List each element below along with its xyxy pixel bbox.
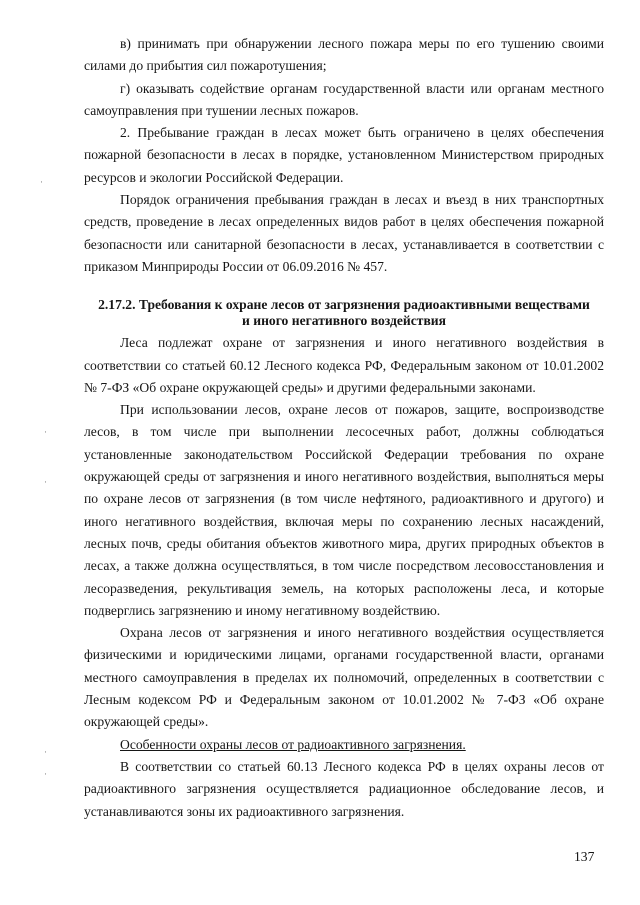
section-heading-line-2: и иного негативного воздействия (242, 313, 446, 329)
scan-mark: · (44, 477, 47, 487)
scan-mark: · (44, 427, 47, 437)
subsection-title (84, 734, 604, 756)
section-heading-line-1: 2.17.2. Требования к охране лесов от загрязнения радиоактивными веществами (98, 297, 590, 313)
scan-mark: · (44, 747, 47, 757)
scan-mark: · (44, 769, 47, 779)
paragraph-g: г) оказывать содействие органам государственной власти или органам местного самоуправления при тушении лесных пожаров. (84, 80, 604, 118)
paragraph-requirements: При использовании лесов, охране лесов от пожаров, защите, воспроизводстве лесов, в том числе при выполнении лесосечных работ, должны соблюдаться установленные законодательством Российской Федерации требования по охране окружающей среды от загрязнения и иного негативного воздействия, выполняться меры по охране лесов от загрязнения (в том числе нефтяного, радиоактивного и другого) и иного негативного воздействия, включая меры по сохранению лесных насаждений, лесных почв, среды обитания объектов животного мира, других природных объектов в лесах, а также должна осуществляться, в том числе посредством лесовосстановления и лесоразведения, рекультивация земель, на которых расположены леса, и которые подверглись загрязнению и иному негативному воздействию. (84, 402, 604, 618)
page-number: 137 (574, 849, 595, 864)
paragraph-radiation-survey: В соответствии со статьей 60.13 Лесного кодекса РФ в целях охраны лесов от радиоактивного загрязнения осуществляется радиационное обследование лесов, и устанавливаются зоны их радиоактивного загрязнения. (84, 758, 604, 819)
scan-mark: · (40, 177, 43, 187)
paragraph-protection-basis: Леса подлежат охране от загрязнения и иного негативного воздействия в соответствии со статьей 60.12 Лесного кодекса РФ, Федеральным законом от 10.01.2002 № 7-ФЗ «Об охране окружающей среды» и другими федеральными законами. (84, 335, 604, 395)
paragraph-2: 2. Пребывание граждан в лесах может быть ограничено в целях обеспечения пожарной безопасности в лесах в порядке, установленном Министерством природных ресурсов и экологии Российской Федерации. (84, 125, 604, 185)
page-content (84, 33, 604, 823)
section-heading (84, 297, 604, 329)
paragraph-who-protects: Охрана лесов от загрязнения и иного негативного воздействия осуществляется физическими и юридическими лицами, органами государственной власти, органами местного самоуправления в пределах их полномочий, определенных в соответствии с Лесным кодексом РФ и Федеральным законом от 10.01.2002 № 7-ФЗ «Об охране окружающей среды». (84, 625, 604, 730)
subsection-title-text: Особенности охраны лесов от радиоактивного загрязнения. (120, 736, 466, 752)
paragraph-restriction-order: Порядок ограничения пребывания граждан в лесах и въезд в них транспортных средств, проведение в лесах определенных видов работ в целях обеспечения пожарной безопасности или санитарной безопасности в лесах, устанавливается в соответствии с приказом Минприроды России от 06.09.2016 № 457. (84, 192, 604, 274)
paragraph-v: в) принимать при обнаружении лесного пожара меры по его тушению своими силами до прибытия сил пожаротушения; (84, 36, 604, 74)
